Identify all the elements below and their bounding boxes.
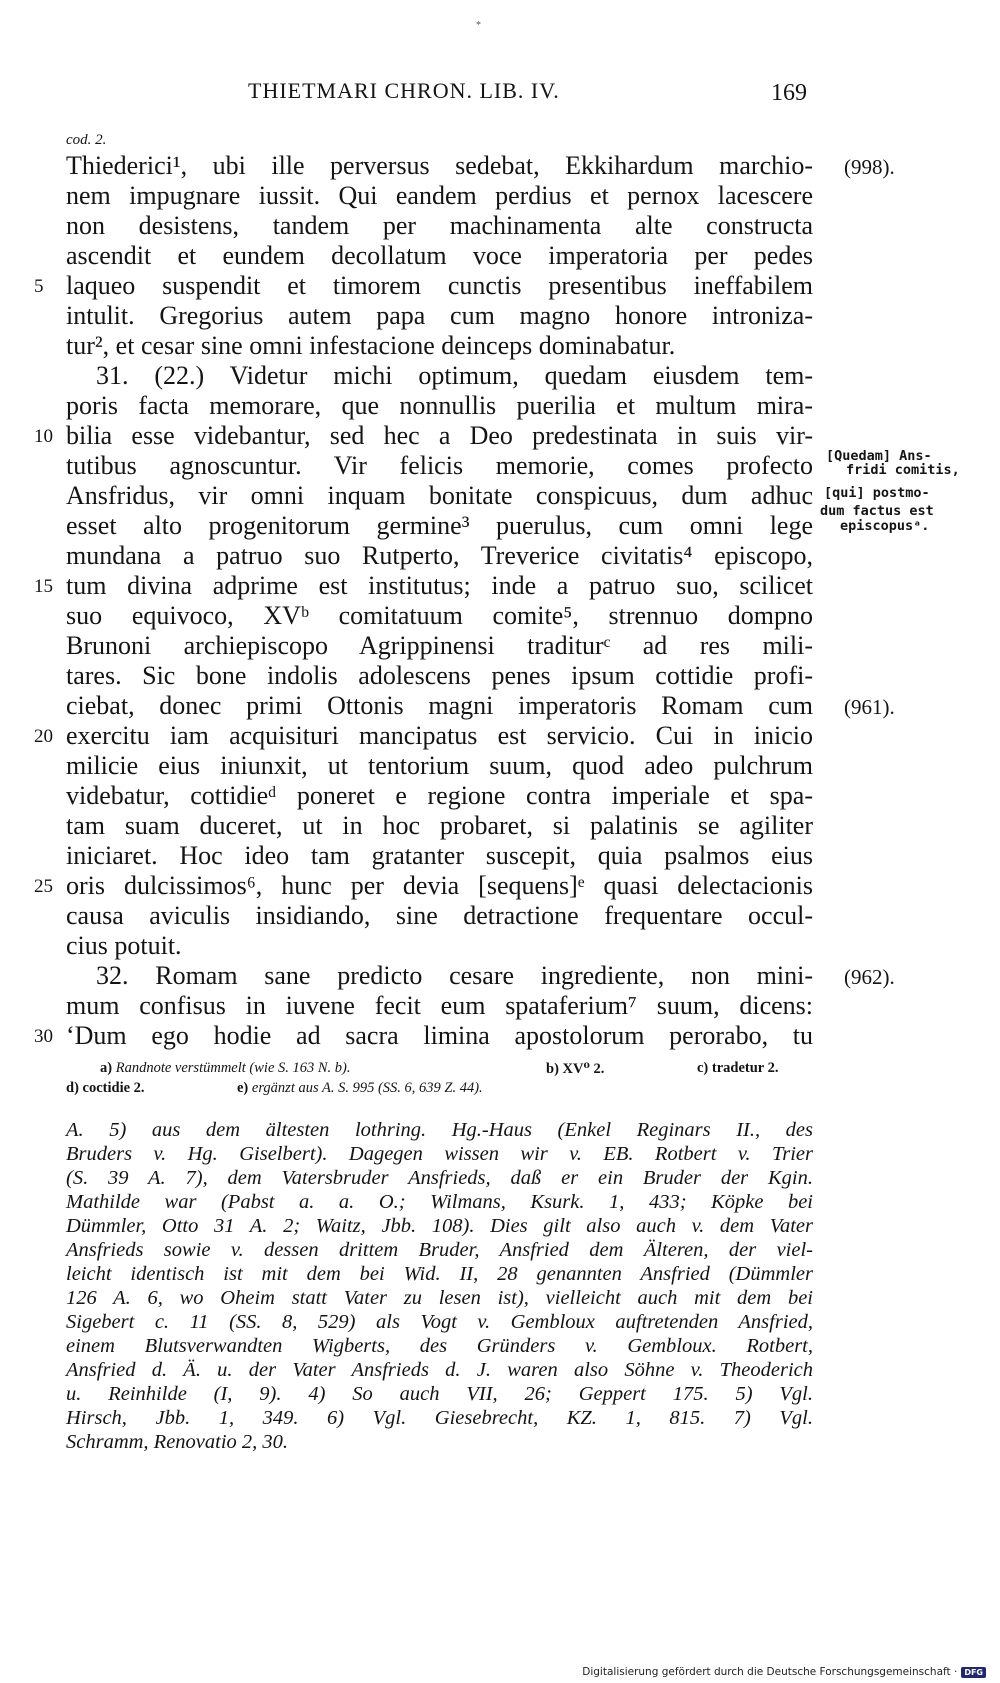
text-line: ‘Dum ego hodie ad sacra limina apostolorum perorabo, tu — [66, 1021, 813, 1050]
text-line: poris facta memorare, que nonnullis puerilia et multum mira- — [66, 391, 813, 420]
footnote-line: Dümmler, Otto 31 A. 2; Waitz, Jbb. 108). Dies gilt also auch v. dem Vater — [66, 1215, 813, 1237]
text-line: mundana a patruo suo Rutperto, Treverice civitatis⁴ episcopo, — [66, 541, 813, 570]
codex-note: cod. 2. — [66, 132, 107, 148]
footnote-line: Sigebert c. 11 (SS. 8, 529) als Vogt v. Gembloux auftretenden Ansfried, — [66, 1311, 813, 1333]
running-header: THIETMARI CHRON. LIB. IV. — [248, 78, 560, 103]
footnote-line: (S. 39 A. 7), dem Vatersbruder Ansfrieds, daß er ein Bruder der Kgin. — [66, 1167, 813, 1189]
crit-text: Randnote verstümmelt (wie S. 163 N. b). — [115, 1060, 351, 1076]
text-line: causa aviculis insidiando, sine detractione frequentare occul- — [66, 901, 813, 930]
footnote-line: Ansfried d. Ä. u. der Vater Ansfrieds d. J. waren also Söhne v. Theoderich — [66, 1359, 813, 1381]
text-line: ascendit et eundem decollatum voce imperatoria per pedes — [66, 241, 813, 270]
footnote-line: 126 A. 6, wo Oheim statt Vater zu lesen ist), vielleicht auch mit dem bei — [66, 1287, 813, 1309]
top-mark: * — [476, 20, 481, 31]
margin-note-line: [qui] postmo- — [824, 485, 930, 501]
footnote-line: Bruders v. Hg. Giselbert). Dagegen wissen wir v. EB. Rotbert v. Trier — [66, 1143, 813, 1165]
line-number: 5 — [34, 276, 44, 297]
text-line: mum confisus in iuvene fecit eum spataferium⁷ suum, dicens: — [66, 991, 813, 1020]
margin-note-line: fridi comitis, — [846, 462, 960, 478]
crit-text: tradetur 2. — [711, 1060, 779, 1076]
crit-label: e) — [237, 1080, 249, 1096]
footnote-line: einem Blutsverwandten Wigberts, des Gründers v. Gembloux. Rotbert, — [66, 1335, 813, 1357]
footnote-line: u. Reinhilde (I, 9). 4) So auch VII, 26; Geppert 175. 5) Vgl. — [66, 1383, 813, 1405]
text-line: esset alto progenitorum germine³ puerulus, cum omni lege — [66, 511, 813, 540]
digitization-credit — [582, 1666, 986, 1678]
text-line: tam suam duceret, ut in hoc probaret, si palatinis se agiliter — [66, 811, 813, 840]
text-line: nem impugnare iussit. Qui eandem perdius et pernox lacescere — [66, 181, 813, 210]
footnote-line: Hirsch, Jbb. 1, 349. 6) Vgl. Giesebrecht, KZ. 1, 815. 7) Vgl. — [66, 1407, 813, 1429]
text-line: intulit. Gregorius autem papa cum magno honore introniza- — [66, 301, 813, 330]
margin-note-line: dum factus est — [820, 503, 934, 519]
crit-note-b — [546, 1060, 604, 1078]
crit-note-c — [697, 1060, 778, 1077]
footnote-line: A. 5) aus dem ältesten lothring. Hg.-Haus (Enkel Reginars II., des — [66, 1119, 813, 1141]
line-number: 20 — [34, 726, 53, 747]
crit-label: b) — [546, 1061, 559, 1077]
text-line: oris dulcissimos⁶, hunc per devia [sequens]ᵉ quasi delectacionis — [66, 871, 813, 900]
footnote-line: Mathilde war (Pabst a. a. O.; Wilmans, Ksurk. 1, 433; Köpke bei — [66, 1191, 813, 1213]
text-line: tur², et cesar sine omni infestacione deinceps dominabatur. — [66, 331, 676, 360]
dfg-logo: DFG — [961, 1667, 986, 1678]
page-number: 169 — [771, 80, 807, 106]
footnote-line: Schramm, Renovatio 2, 30. — [66, 1431, 289, 1453]
text-line: tum divina adprime est institutus; inde a patruo suo, scilicet — [66, 571, 813, 600]
text-line: bilia esse videbantur, sed hec a Deo predestinata in suis vir- — [66, 421, 813, 450]
footnote-line: leicht identisch ist mit dem bei Wid. II, 28 genannten Ansfried (Dümmler — [66, 1263, 813, 1285]
paragraph-32-start: 32. Romam sane predicto cesare ingrediente, non mini- — [96, 961, 813, 990]
margin-note-line: episcopusᵃ. — [840, 518, 930, 534]
line-number: 25 — [34, 876, 53, 897]
credit-text: Digitalisierung gefördert durch die Deutsche Forschungsgemeinschaft · — [582, 1666, 958, 1678]
crit-note-a — [100, 1060, 351, 1077]
text-line: Ansfridus, vir omni inquam bonitate conspicuus, dum adhuc — [66, 481, 813, 510]
crit-text: coctidie 2. — [82, 1080, 145, 1096]
footnote-line: Ansfrieds sowie v. dessen drittem Bruder, Ansfried dem Älteren, der viel- — [66, 1239, 813, 1261]
text-line: videbatur, cottidieᵈ poneret e regione contra imperiale et spa- — [66, 781, 813, 810]
line-number: 10 — [34, 426, 53, 447]
crit-note-d — [66, 1080, 145, 1097]
crit-note-e — [237, 1080, 483, 1097]
crit-label: a) — [100, 1060, 113, 1076]
margin-date: (961). — [844, 695, 895, 719]
margin-date: (998). — [844, 155, 895, 179]
paragraph-31-start: 31. (22.) Videtur michi optimum, quedam eiusdem tem- — [96, 361, 813, 390]
crit-text: ergänzt aus A. S. 995 (SS. 6, 639 Z. 44). — [251, 1080, 483, 1096]
text-line: Thiederici¹, ubi ille perversus sedebat, Ekkihardum marchio- — [66, 151, 813, 180]
text-line: milicie eius iniunxit, ut tentorium suum, quod adeo pulchrum — [66, 751, 813, 780]
text-line: cius potuit. — [66, 931, 182, 960]
text-line: ciebat, donec primi Ottonis magni imperatoris Romam cum — [66, 691, 813, 720]
text-line: tutibus agnoscuntur. Vir felicis memorie, comes profecto — [66, 451, 813, 480]
text-line: exercitu iam acquisituri mancipatus est servicio. Cui in inicio — [66, 721, 813, 750]
text-line: non desistens, tandem per machinamenta alte constructa — [66, 211, 813, 240]
line-number: 30 — [34, 1026, 53, 1047]
text-line: iniciaret. Hoc ideo tam gratanter suscepit, quia psalmos eius — [66, 841, 813, 870]
crit-label: d) — [66, 1080, 79, 1096]
text-line: tares. Sic bone indolis adolescens penes ipsum cottidie profi- — [66, 661, 813, 690]
crit-text: XV⁰ 2. — [562, 1061, 605, 1077]
text-line: Brunoni archiepiscopo Agrippinensi traditurᶜ ad res mili- — [66, 631, 813, 660]
line-number: 15 — [34, 576, 53, 597]
text-line: laqueo suspendit et timorem cunctis presentibus ineffabilem — [66, 271, 813, 300]
margin-note-line: [Quedam] Ans- — [826, 448, 932, 464]
margin-date: (962). — [844, 965, 895, 989]
text-line: suo equivoco, XVᵇ comitatuum comite⁵, strennuo dompno — [66, 601, 813, 630]
crit-label: c) — [697, 1060, 709, 1076]
